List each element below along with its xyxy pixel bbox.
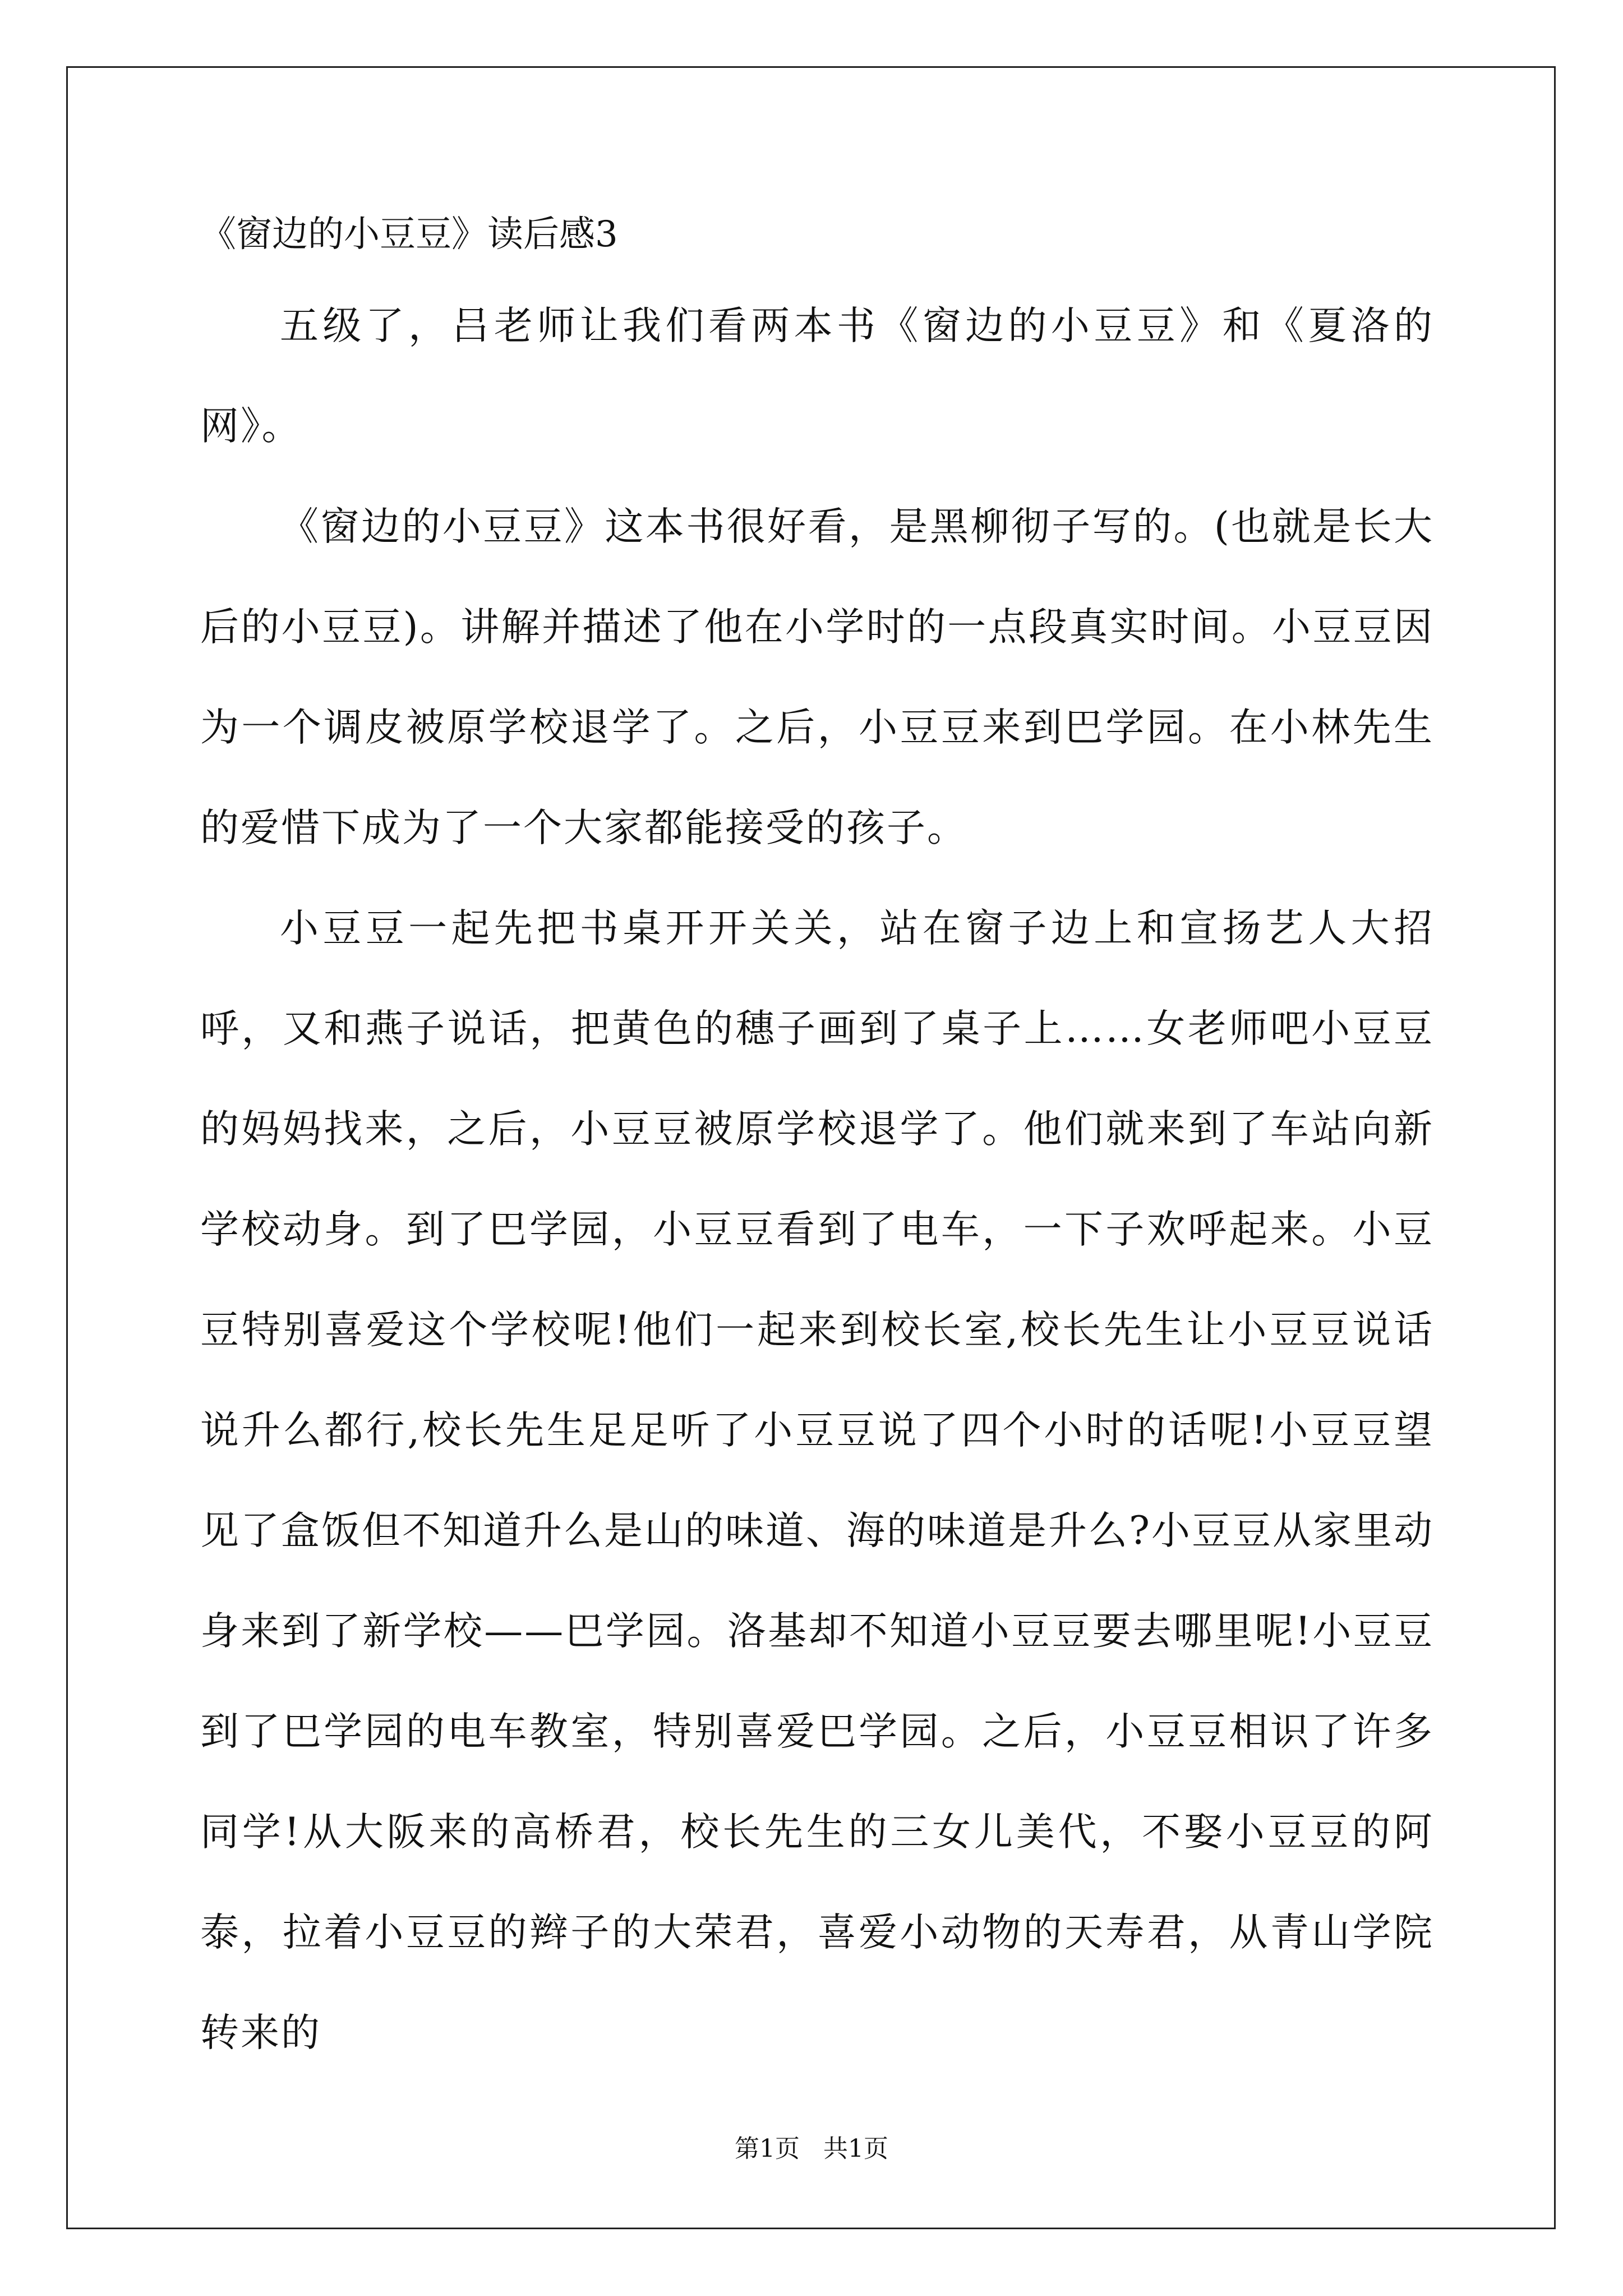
document-body: [200, 213, 1434, 2083]
paragraph-2: 《窗边的小豆豆》这本书很好看，是黑柳彻子写的。(也就是长大后的小豆豆)。讲解并描述了他在小学时的一点段真实时间。小豆豆因为一个调皮被原学校退学了。之后，小豆豆来到巴学园。在小林先生的爱惜下成为了一个大家都能接受的孩子。: [200, 504, 1434, 850]
paragraph-3: 小豆豆一起先把书桌开开关关，站在窗子边上和宣扬艺人大招呼，又和燕子说话，把黄色的穗子画到了桌子上……女老师吧小豆豆的妈妈找来，之后，小豆豆被原学校退学了。他们就来到了车站向新学校动身。到了巴学园，小豆豆看到了电车，一下子欢呼起来。小豆豆特别喜爱这个学校呢!他们一起来到校长室,校长先生让小豆豆说话说升么都行,校长先生足足听了小豆豆说了四个小时的话呢!小豆豆望见了盒饭但不知道升么是山的味道、海的味道是升么?小豆豆从家里动身来到了新学校——巴学园。洛基却不知道小豆豆要去哪里呢!小豆豆到了巴学园的电车教室，特别喜爱巴学园。之后，小豆豆相识了许多同学!从大阪来的高桥君，校长先生的三女儿美代，不娶小豆豆的阿泰，拉着小豆豆的辫子的大荣君，喜爱小动物的天寿君，从青山学院转来的: [200, 906, 1434, 2055]
paragraph-1: 五级了，吕老师让我们看两本书《窗边的小豆豆》和《夏洛的网》。: [200, 303, 1434, 449]
page-footer: 第1页 共1页: [735, 2134, 888, 2163]
document-title: 《窗边的小豆豆》读后感3: [200, 214, 618, 255]
